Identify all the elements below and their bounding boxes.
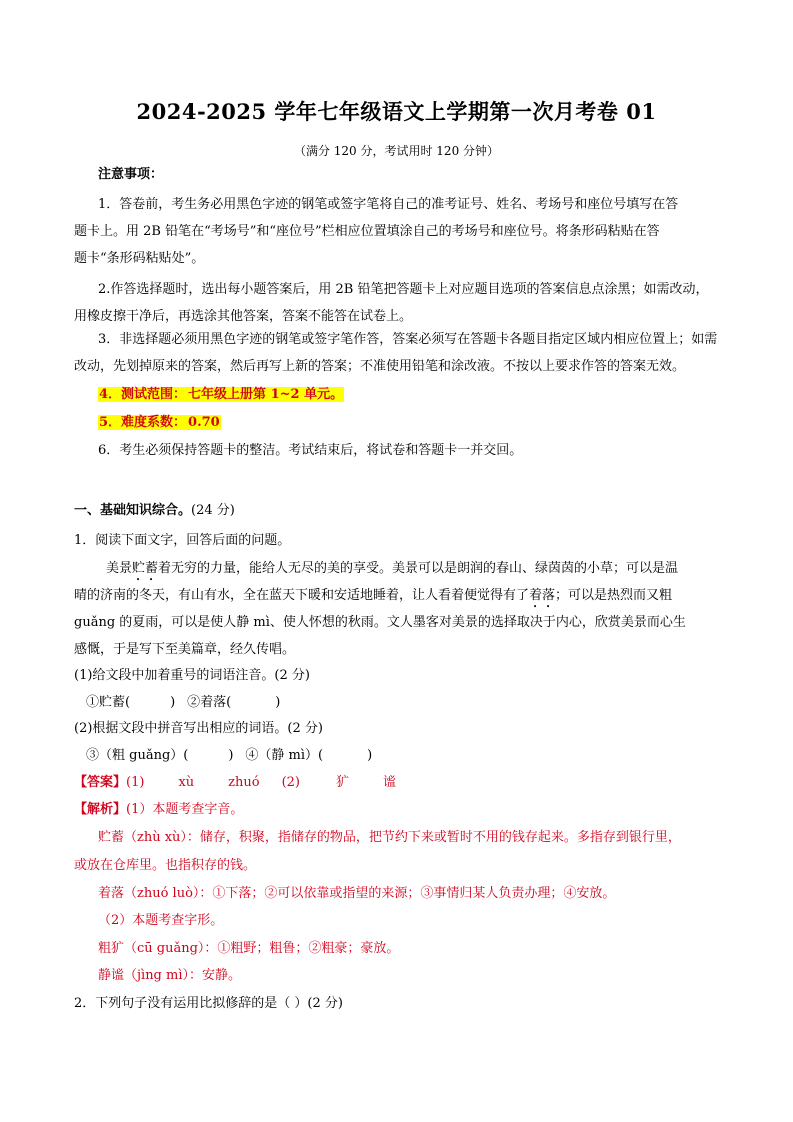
answer-part: (1) — [126, 775, 145, 790]
notice-item-1: 1．答卷前，考生务必用黑色字迹的钢笔或签字笔将自己的准考证号、姓名、考场号和座位号填写在答 — [98, 197, 679, 212]
blank-1-open: ①贮蓄( — [86, 695, 131, 710]
analysis-line-3: 或放在仓库里。也指积存的钱。 — [74, 858, 257, 873]
analysis-line-4: 着落（zhuó luò）：①下落；②可以依靠或指望的来源；③事情归某人负责办理；④安放。 — [98, 886, 616, 901]
passage-text: 着无穷的力量，能给人无尽的美的享受。美景可以是朗润的春山、绿茵茵的小草；可以是温 — [158, 561, 679, 576]
page-subtitle: （满分 120 分，考试用时 120 分钟） — [293, 144, 500, 158]
notice-item-3-cont: 改动，先划掉原来的答案，然后再写上新的答案；不准使用铅笔和涂改液。不按以上要求作答的答案无效。 — [74, 359, 686, 374]
blank-4-open: ④（静 mì）( — [245, 748, 324, 763]
notice-heading: 注意事项： — [98, 167, 164, 182]
answer-part: xù — [178, 775, 195, 790]
passage-line-2 — [74, 587, 672, 611]
passage-line-1 — [106, 560, 678, 584]
blank-2-close: ) — [275, 695, 281, 710]
analysis-line-6: 粗犷（cū guǎng）：①粗野；粗鲁；②粗豪；豪放。 — [98, 941, 400, 956]
notice-item-4 — [98, 386, 344, 404]
section1-score: (24 分) — [191, 503, 235, 518]
analysis-line-2: 贮蓄（zhù xù）：储存，积聚，指储存的物品，把节约下来或暂时不用的钱存起来。多指存到银行里， — [98, 830, 681, 845]
dotted-word-zhuxu: 贮蓄 — [132, 561, 159, 576]
passage-line-3: guǎng 的夏雨，可以是使人静 mì、使人怀想的秋雨。文人墨客对美景的选择取决于内心，欣赏美景而心生 — [74, 615, 686, 630]
question-2: 2．下列句子没有运用比拟修辞的是（ ）(2 分) — [74, 996, 343, 1011]
analysis-line-1 — [74, 801, 243, 819]
analysis-text: (1）本题考查字音。 — [126, 802, 244, 817]
answer-part: 犷 — [336, 775, 350, 790]
answer-part: (2) — [281, 775, 300, 790]
answer-part: 谧 — [383, 775, 397, 790]
notice-item-5-label: 5．难度系数： — [99, 415, 187, 430]
notice-item-5-value: 0.70 — [188, 415, 220, 430]
blank-4-close: ) — [367, 748, 373, 763]
notice-item-3: 3．非选择题必须用黑色字迹的钢笔或签字笔作答，答案必须写在答题卡各题目指定区域内相应位置上；如需 — [98, 332, 718, 347]
notice-item-4-label: 4．测试范围： — [99, 387, 187, 402]
notice-item-5 — [98, 414, 221, 432]
subquestion-1: (1)给文段中加着重号的词语注音。(2 分) — [74, 668, 310, 683]
section1-heading — [74, 502, 235, 520]
answer-line — [74, 774, 396, 792]
analysis-line-5: （2）本题考查字形。 — [98, 913, 224, 928]
passage-text: ；可以是热烈而又粗 — [555, 588, 673, 603]
notice-item-1-cont: 题卡上。用 2B 铅笔在“考场号”和“座位号”栏相应位置填涂自己的考场号和座位号。将条形码粘贴在答 — [74, 224, 660, 239]
answer-label: 【答案】 — [74, 775, 127, 790]
blank-2-open: ②着落( — [187, 695, 232, 710]
notice-item-1-cont2: 题卡“条形码粘贴处”。 — [74, 251, 205, 266]
question-1: 1．阅读下面文字，回答后面的问题。 — [74, 533, 291, 548]
analysis-line-7: 静谧（jìng mì）：安静。 — [98, 968, 242, 983]
passage-text: 美景 — [106, 561, 133, 576]
page-title: 2024-2025 学年七年级语文上学期第一次月考卷 01 — [136, 99, 657, 124]
notice-item-2-cont: 用橡皮擦干净后，再选涂其他答案，答案不能答在试卷上。 — [74, 309, 413, 324]
blank-3-open: ③（粗 guǎng）( — [86, 748, 189, 763]
section1-title: 一、基础知识综合。 — [74, 503, 192, 518]
dotted-word-zhuoluo: 着落 — [529, 588, 556, 603]
passage-line-4: 感慨，于是写下至美篇章，经久传唱。 — [74, 642, 296, 657]
notice-item-6: 6．考生必须保持答题卡的整洁。考试结束后，将试卷和答题卡一并交回。 — [98, 443, 523, 458]
subquestion-1-items — [86, 694, 280, 712]
blank-3-close: ) — [228, 748, 234, 763]
answer-part: zhuó — [228, 775, 260, 790]
analysis-label: 【解析】 — [74, 802, 127, 817]
blank-1-close: ) — [170, 695, 176, 710]
passage-text: 晴的济南的冬天，有山有水，全在蓝天下暖和安适地睡着，让人看着便觉得有了 — [74, 588, 530, 603]
notice-item-4-value: 七年级上册第 1~2 单元。 — [188, 387, 344, 402]
notice-item-2: 2.作答选择题时，选出每小题答案后，用 2B 铅笔把答题卡上对应题目选项的答案信息点涂黑；如需改动， — [98, 282, 709, 297]
subquestion-2-items — [86, 747, 372, 765]
subquestion-2: (2)根据文段中拼音写出相应的词语。(2 分) — [74, 721, 323, 736]
